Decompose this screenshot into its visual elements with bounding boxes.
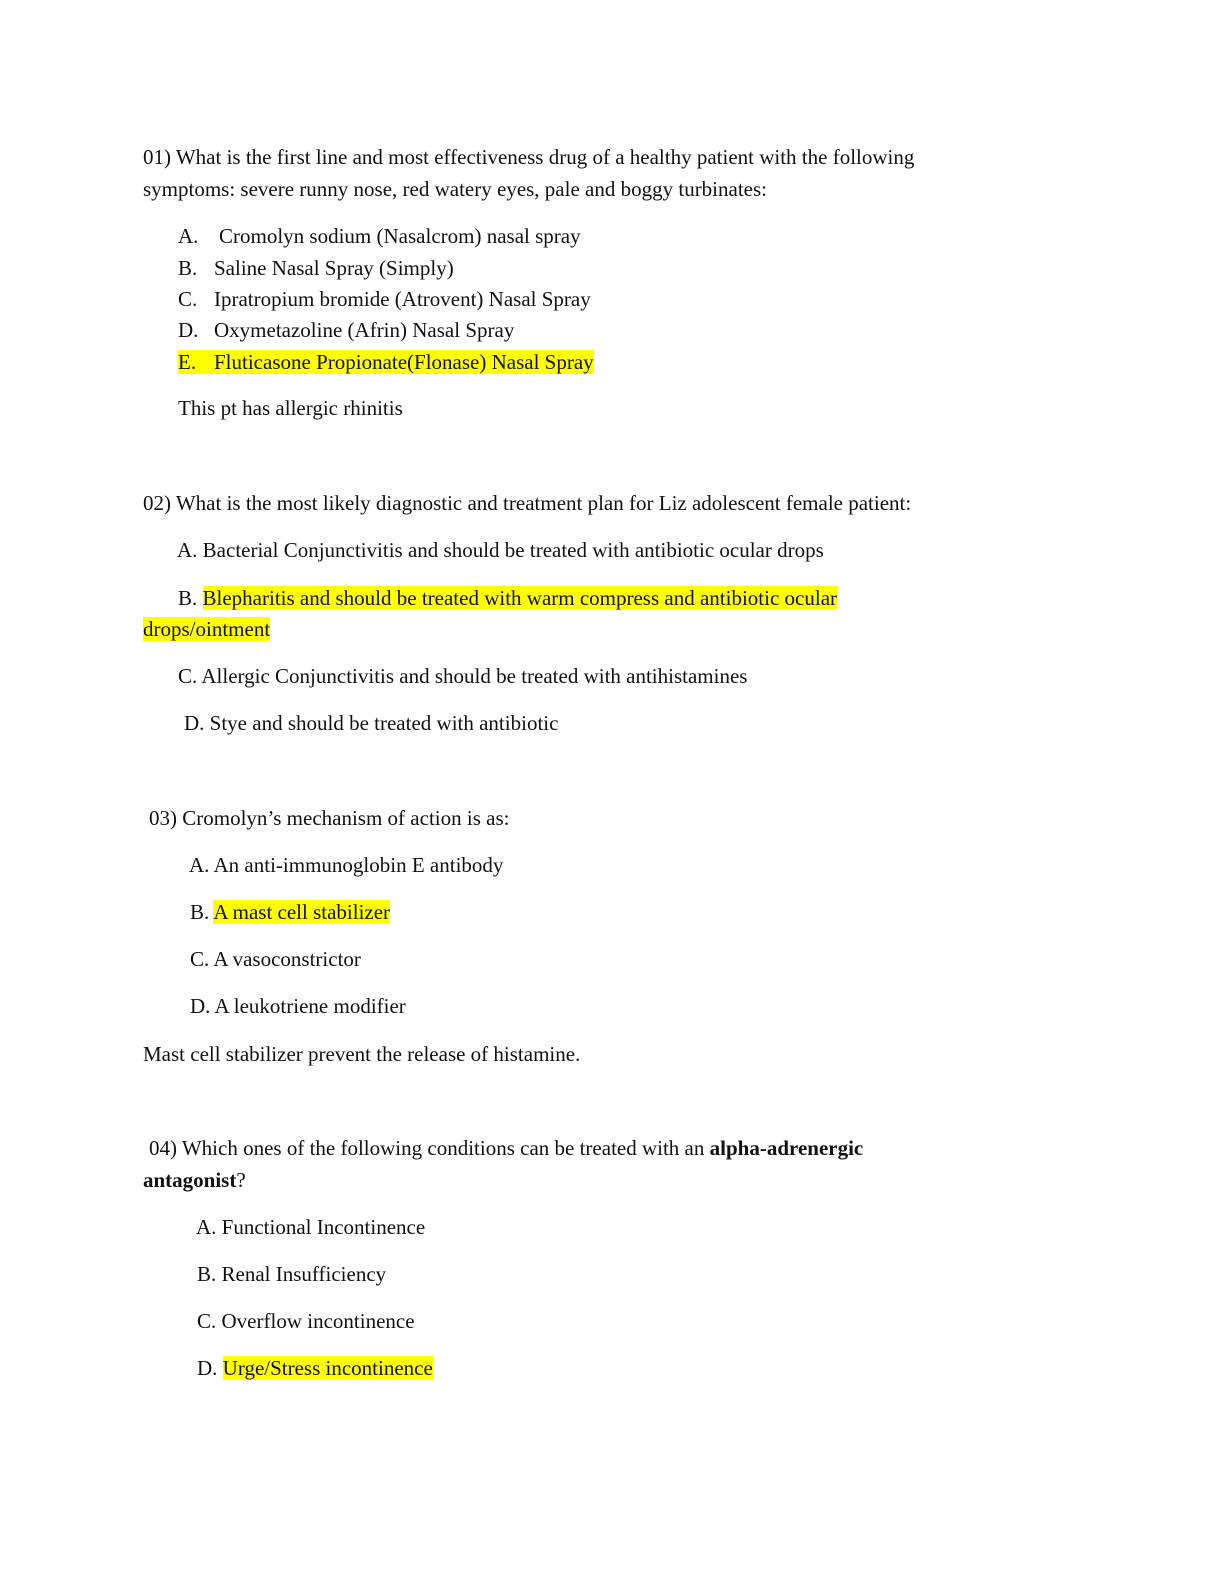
question-2-option-c: [178, 662, 747, 690]
option-text-continued: drops/ointment: [143, 617, 271, 641]
question-3-option-d: [190, 992, 406, 1020]
question-4-option-d-correct: [197, 1354, 433, 1382]
option-text: Functional Incontinence: [221, 1215, 426, 1239]
option-letter: A.: [196, 1215, 217, 1239]
option-letter: B.: [178, 586, 198, 610]
question-1-option-b: [178, 254, 454, 282]
option-letter: E.: [178, 350, 197, 374]
question-1-text-line-1: 01) What is the first line and most effectiveness drug of a healthy patient with the following: [143, 145, 915, 169]
option-text: A leukotriene modifier: [214, 994, 406, 1018]
question-1-option-d: [178, 316, 514, 344]
option-letter: D.: [178, 318, 199, 342]
question-2-option-a: [177, 536, 824, 564]
option-letter: A.: [189, 853, 210, 877]
question-3-text: 03) Cromolyn’s mechanism of action is as:: [149, 806, 510, 830]
question-1-option-a: [178, 222, 581, 250]
option-text: A vasoconstrictor: [213, 947, 361, 971]
option-letter: A.: [178, 224, 199, 248]
option-text: Saline Nasal Spray (Simply): [214, 256, 454, 280]
question-4-text-line-2: [143, 1166, 246, 1194]
question-4-text-post: ?: [236, 1168, 246, 1192]
question-4-text-bold-2: antagonist: [143, 1168, 237, 1192]
question-4-option-a: [196, 1213, 425, 1241]
option-text: Renal Insufficiency: [221, 1262, 387, 1286]
option-text: Stye and should be treated with antibiotic: [209, 711, 559, 735]
option-letter: B.: [190, 900, 210, 924]
option-letter: A.: [177, 538, 198, 562]
option-letter: D.: [197, 1356, 218, 1380]
question-3-option-a: [189, 851, 503, 879]
option-text: Bacterial Conjunctivitis and should be treated with antibiotic ocular drops: [202, 538, 824, 562]
question-4-text-bold: alpha-adrenergic: [709, 1136, 864, 1160]
question-4-text-pre: 04) Which ones of the following conditions can be treated with an: [149, 1136, 710, 1160]
option-text: Ipratropium bromide (Atrovent) Nasal Spray: [214, 287, 591, 311]
question-2-option-b-correct: [178, 584, 837, 612]
question-3-option-b-correct: [190, 898, 390, 926]
question-4-option-b: [197, 1260, 386, 1288]
question-3-option-c: [190, 945, 361, 973]
question-1-option-e-correct: [178, 348, 594, 376]
option-letter: C.: [197, 1309, 217, 1333]
option-text: Allergic Conjunctivitis and should be treated with antihistamines: [201, 664, 748, 688]
option-letter: B.: [197, 1262, 217, 1286]
question-1-option-c: [178, 285, 591, 313]
option-letter: C.: [190, 947, 210, 971]
question-2-option-b-continued: [143, 615, 270, 643]
option-text: Oxymetazoline (Afrin) Nasal Spray: [214, 318, 515, 342]
question-3-note: Mast cell stabilizer prevent the release of histamine.: [143, 1042, 581, 1066]
option-text: Cromolyn sodium (Nasalcrom) nasal spray: [219, 224, 581, 248]
option-text: Overflow incontinence: [221, 1309, 415, 1333]
option-letter: D.: [190, 994, 211, 1018]
option-letter: C.: [178, 287, 198, 311]
option-text: Fluticasone Propionate(Flonase) Nasal Spray: [214, 350, 594, 374]
option-letter: B.: [178, 256, 198, 280]
question-2-option-d: [184, 709, 558, 737]
option-text: An anti-immunoglobin E antibody: [213, 853, 504, 877]
option-text: Blepharitis and should be treated with warm compress and antibiotic ocular: [202, 586, 838, 610]
question-2-text: 02) What is the most likely diagnostic and treatment plan for Liz adolescent female patient:: [143, 491, 912, 515]
question-4-option-c: [197, 1307, 415, 1335]
question-1-note: This pt has allergic rhinitis: [178, 396, 403, 420]
question-1-text-line-2: symptoms: severe runny nose, red watery eyes, pale and boggy turbinates:: [143, 177, 768, 201]
option-text: Urge/Stress incontinence: [222, 1356, 433, 1380]
option-letter: D.: [184, 711, 205, 735]
option-text: A mast cell stabilizer: [213, 900, 391, 924]
question-4-text-line-1: [149, 1134, 863, 1162]
option-letter: C.: [178, 664, 198, 688]
